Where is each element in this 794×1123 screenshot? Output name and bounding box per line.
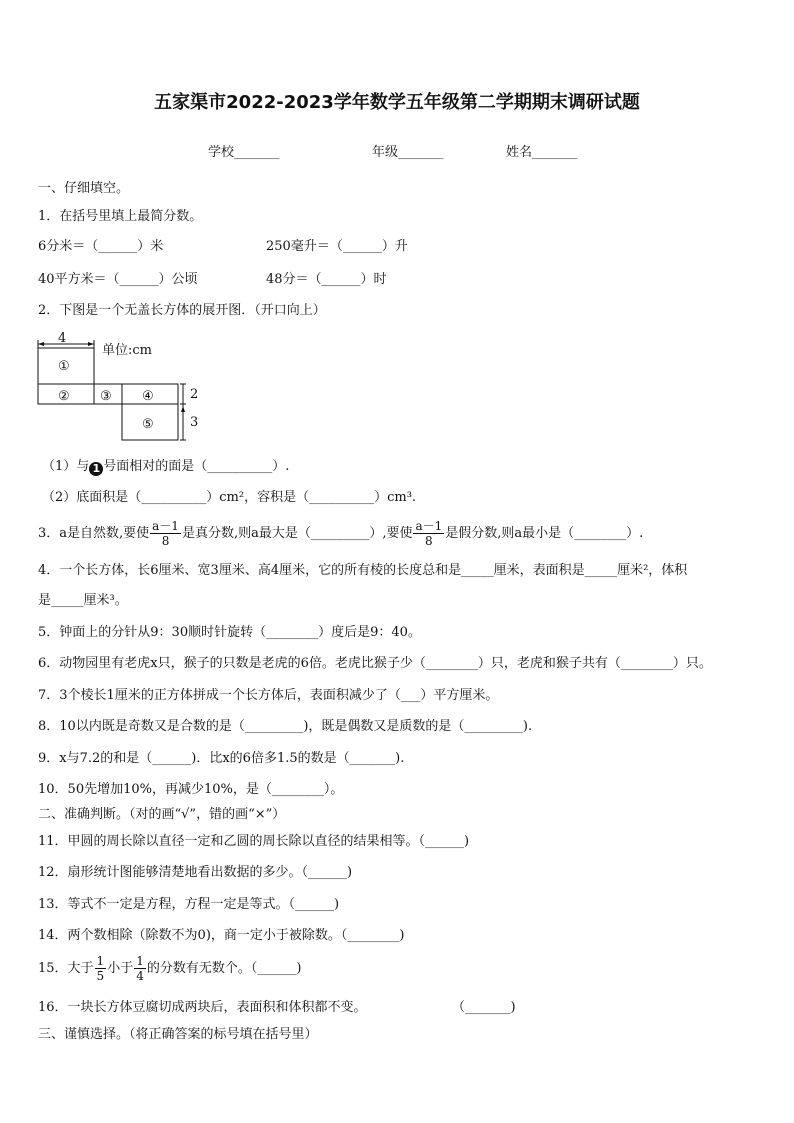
q3-fraction-1 <box>150 519 181 548</box>
q15-frac1-den: 5 <box>96 969 105 983</box>
q8: 8．10以内既是奇数又是合数的是（_________)，既是偶数又是质数的是（_________). <box>38 719 533 734</box>
q15 <box>38 951 301 987</box>
circled-number-icon: 1 <box>89 462 103 476</box>
q15-frac2-num: 1 <box>136 954 144 968</box>
q5: 5．钟面上的分针从9：30顺时针旋转（________）度后是9：40。 <box>38 625 421 640</box>
q15-fraction-2 <box>134 954 146 983</box>
q9: 9．x与7.2的和是（______)．比x的6倍多1.5的数是（_______). <box>38 751 405 766</box>
q2-part-2: （2）底面积是（__________）cm²，容积是（__________）cm³. <box>42 490 417 505</box>
q1-c: 40平方米＝（______）公顷 <box>38 272 198 287</box>
page-title: 五家渠市2022-2023学年数学五年级第二学期期末调研试题 <box>154 92 640 113</box>
q12: 12．扇形统计图能够清楚地看出数据的多少。（______) <box>38 865 353 880</box>
q15-fraction-1 <box>95 954 107 983</box>
q1-stem: 1．在括号里填上最简分数。 <box>38 209 203 224</box>
q15-frac1-num: 1 <box>96 954 105 968</box>
q4-line-2: 是_____厘米³。 <box>38 593 128 608</box>
grade-field: 年级_______ <box>372 145 444 160</box>
face-label-5: ⑤ <box>142 417 154 432</box>
q4-line-1: 4．一个长方体，长6厘米、宽3厘米、高4厘米，它的所有棱的长度总和是_____厘米，表面积是_____厘米²，体积 <box>38 563 688 578</box>
section-3-heading: 三、谨慎选择。（将正确答案的标号填在括号里） <box>38 1027 318 1042</box>
q10: 10．50先增加10%，再减少10%，是（________）。 <box>38 782 344 797</box>
q15-post: 的分数有无数个。（______) <box>146 961 302 976</box>
q3-mid2: 是假分数,则a最小是（________）. <box>445 526 644 541</box>
q15-mid: 小于 <box>107 961 134 976</box>
q3-fraction-2 <box>413 519 444 548</box>
dim-label-right-1: 2 <box>190 387 199 402</box>
q13: 13．等式不一定是方程，方程一定是等式。（______) <box>38 897 340 912</box>
q1-b: 250毫升＝（______）升 <box>266 239 408 254</box>
school-field: 学校_______ <box>208 145 280 160</box>
section-1-heading: 一、仔细填空。 <box>38 181 130 196</box>
q3-frac1-den: 8 <box>161 534 170 548</box>
q11: 11．甲圆的周长除以直径一定和乙圆的周长除以直径的结果相等。（______) <box>38 834 470 849</box>
q3-frac2-den: 8 <box>425 534 433 548</box>
q2-part-1 <box>42 458 289 476</box>
q3 <box>38 516 643 552</box>
dim-label-right-2: 3 <box>190 415 199 430</box>
q1-d: 48分＝（______）时 <box>266 272 387 287</box>
q16-blank: （_______) <box>452 1000 516 1015</box>
face-label-2: ② <box>58 389 70 404</box>
q7: 7．3个棱长1厘米的正方体拼成一个长方体后，表面积减少了（___）平方厘米。 <box>38 688 499 703</box>
q3-mid: 是真分数,则a最大是（_________）,要使 <box>181 526 413 541</box>
q14: 14．两个数相除（除数不为0)，商一定小于被除数。（________) <box>38 928 405 943</box>
unit-label: 单位:cm <box>102 343 152 358</box>
q15-pre: 15．大于 <box>38 961 94 976</box>
section-2-heading: 二、准确判断。（对的画“√”，错的画“×”） <box>38 807 286 822</box>
face-label-1: ① <box>58 359 70 374</box>
face-label-3: ③ <box>100 389 112 404</box>
q2-stem: 2．下图是一个无盖长方体的展开图．（开口向上） <box>38 303 326 318</box>
dim-label-top: 4 <box>58 331 67 346</box>
face-label-4: ④ <box>142 389 154 404</box>
q3-pre: 3．a是自然数,要使 <box>38 526 150 541</box>
q16: 16．一块长方体豆腐切成两块后，表面积和体积都不变。 <box>38 1000 367 1015</box>
q3-frac2-num: a－1 <box>415 519 443 533</box>
q2-part-1-pre: （1）与 <box>42 459 90 474</box>
cuboid-net-figure <box>30 330 230 450</box>
q3-frac1-num: a－1 <box>152 519 179 533</box>
q15-frac2-den: 4 <box>136 969 144 983</box>
q6: 6．动物园里有老虎x只，猴子的只数是老虎的6倍。老虎比猴子少（________）只，老虎和猴子共有（________）只。 <box>38 656 712 671</box>
q2-part-1-post: 号面相对的面是（__________）. <box>103 459 290 474</box>
q1-a: 6分米＝（______）米 <box>38 239 164 254</box>
name-field: 姓名_______ <box>506 145 578 160</box>
